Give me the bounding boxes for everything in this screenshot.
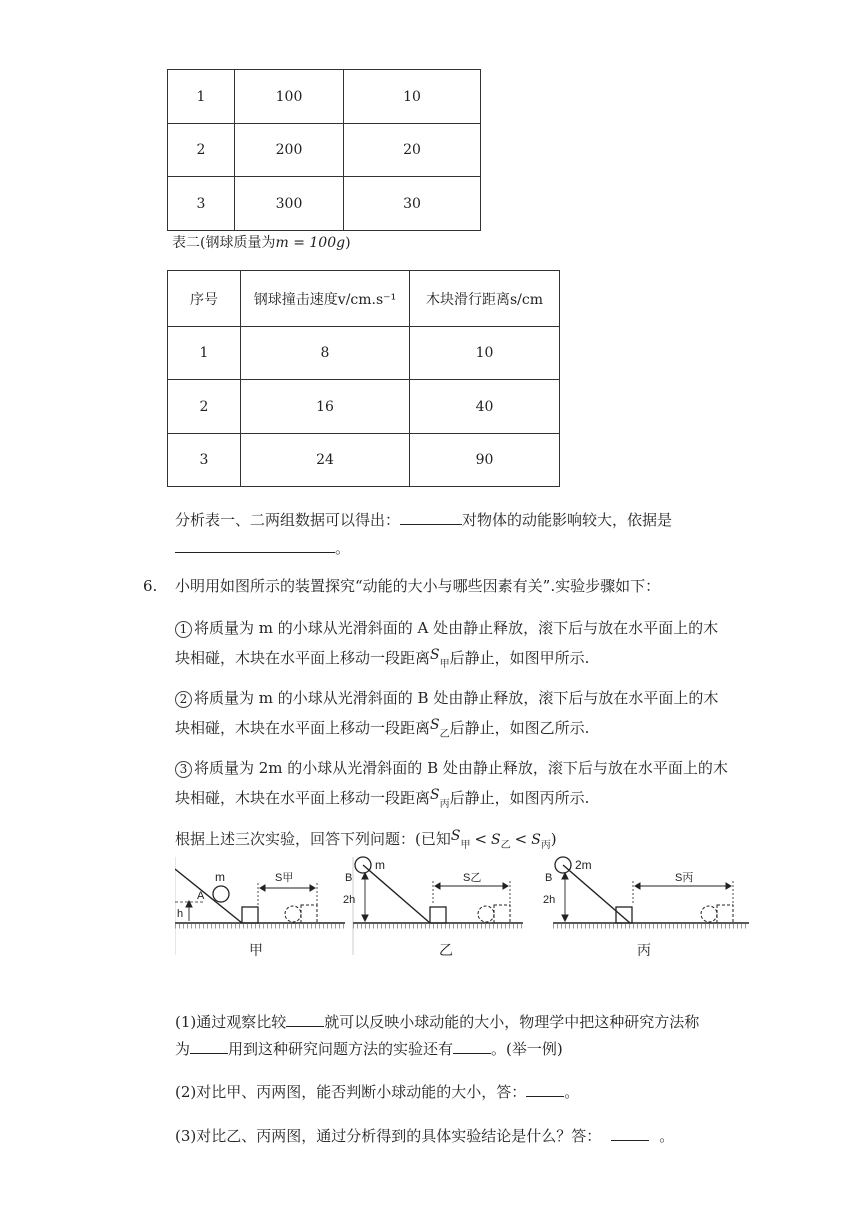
condition-line: 根据上述三次实验，回答下列问题：(已知$S_甲 < S_乙 < S_丙$) — [175, 828, 557, 851]
analysis-text: 对物体的动能影响较大，依据是 — [462, 511, 673, 529]
sub-question-text: 就可以反映小球动能的大小，物理学中把这种研究方法称 — [324, 1013, 700, 1031]
condition-text: ) — [550, 830, 557, 848]
sub-question-text: 为 — [175, 1040, 191, 1058]
step-number: 2 — [175, 691, 192, 708]
point-label: A — [197, 890, 205, 902]
table-cell: 3 — [168, 177, 235, 231]
sub-question-text: 通过观察比较 — [196, 1013, 287, 1031]
analysis-text: 。 — [335, 539, 351, 557]
table-cell: 1 — [168, 327, 241, 380]
table-cell: 10 — [344, 70, 481, 124]
distance-symbol: S — [430, 787, 440, 803]
step-3 — [175, 758, 728, 778]
answer-blank[interactable] — [526, 1080, 564, 1097]
step-text: 后静止，如图丙所示. — [449, 789, 590, 807]
distance-subscript: 丙 — [439, 799, 450, 810]
answer-blank[interactable] — [286, 1010, 324, 1027]
step-1 — [175, 618, 718, 638]
answer-blank[interactable] — [190, 1037, 228, 1054]
table-row — [168, 434, 560, 487]
analysis-line-2 — [175, 536, 350, 558]
table-cell: 90 — [410, 434, 560, 487]
height-label: 2h — [343, 894, 356, 906]
sub-question-3 — [175, 1124, 674, 1146]
table-cell: 100 — [235, 70, 344, 124]
table-row — [168, 70, 481, 124]
height-label: h — [177, 908, 184, 920]
panel-caption: 乙 — [439, 942, 453, 958]
sub-question-number: (3) — [175, 1127, 197, 1145]
step-text: 后静止，如图乙所示. — [449, 719, 590, 737]
caption-formula: m = 100g — [275, 235, 346, 251]
step-text: 将质量为 m 的小球从光滑斜面的 B 处由静止释放，滚下后与放在水平面上的木 — [194, 689, 719, 707]
figure-panel-jia — [175, 857, 345, 958]
table-cell: 2 — [168, 380, 241, 434]
table-header: 木块滑行距离s/cm — [410, 271, 560, 327]
panel-caption: 甲 — [249, 942, 263, 958]
table-row — [168, 327, 560, 380]
step-number: 3 — [175, 761, 192, 778]
sub-question-1-line-2 — [175, 1037, 563, 1059]
answer-blank[interactable] — [611, 1124, 649, 1141]
distance-subscript: 甲 — [460, 840, 471, 851]
sub-question-1 — [175, 1010, 699, 1032]
experiment-figure — [175, 855, 750, 960]
condition-text: 根据上述三次实验，回答下列问题：(已知 — [175, 830, 451, 848]
table-header: 序号 — [168, 271, 241, 327]
step-2-line-2 — [175, 715, 589, 745]
sub-question-number: (2) — [175, 1083, 197, 1101]
table-cell: 200 — [235, 124, 344, 177]
sub-question-text: 对比乙、丙两图，通过分析得到的具体实验结论是什么？答： — [196, 1127, 602, 1145]
table-cell: 3 — [168, 434, 241, 487]
distance-symbol: S — [430, 647, 440, 663]
sub-question-text: 。(举一例) — [491, 1040, 563, 1058]
analysis-line-1 — [175, 508, 672, 530]
table-row — [168, 124, 481, 177]
step-text: 将质量为 m 的小球从光滑斜面的 A 处由静止释放，滚下后与放在水平面上的木 — [194, 619, 719, 637]
step-2 — [175, 688, 718, 708]
table-2 — [167, 270, 560, 487]
step-1-line-2 — [175, 645, 589, 675]
sub-question-text: 。 — [659, 1127, 675, 1145]
figure-panel-yi — [343, 857, 523, 958]
distance-subscript: 乙 — [500, 840, 511, 851]
table-row — [168, 177, 481, 231]
step-text: 块相碰，木块在水平面上移动一段距离 — [175, 789, 431, 807]
table-cell: 2 — [168, 124, 235, 177]
sub-question-text: 对比甲、丙两图，能否判断小球动能的大小，答： — [196, 1083, 527, 1101]
point-label: B — [345, 872, 353, 884]
table-1 — [167, 69, 481, 231]
question-number: 6. — [143, 577, 158, 595]
table-cell: 1 — [168, 70, 235, 124]
question-intro: 小明用如图所示的装置探究“动能的大小与哪些因素有关”.实验步骤如下： — [175, 577, 661, 595]
sub-question-number: (1) — [175, 1013, 197, 1031]
caption-suffix: ) — [345, 235, 351, 251]
answer-blank[interactable] — [400, 508, 462, 525]
table-cell: 24 — [241, 434, 410, 487]
step-text: 将质量为 2m 的小球从光滑斜面的 B 处由静止释放，滚下后与放在水平面上的木 — [194, 759, 728, 777]
distance-label: S甲 — [275, 872, 294, 884]
sub-question-text: 。 — [564, 1083, 580, 1101]
distance-subscript: 甲 — [439, 659, 450, 670]
table-header-row — [168, 271, 560, 327]
panel-caption: 丙 — [637, 942, 651, 958]
table-cell: 20 — [344, 124, 481, 177]
table-cell: 40 — [410, 380, 560, 434]
ball-label: m — [215, 870, 225, 884]
ball-label: m — [375, 858, 385, 872]
step-number: 1 — [175, 621, 192, 638]
step-3-line-2 — [175, 785, 589, 815]
step-text: 块相碰，木块在水平面上移动一段距离 — [175, 719, 431, 737]
analysis-text: 分析表一、二两组数据可以得出： — [175, 511, 401, 529]
distance-subscript: 丙 — [540, 840, 551, 851]
height-label: 2h — [543, 894, 556, 906]
answer-blank[interactable] — [175, 536, 335, 553]
table-cell: 30 — [344, 177, 481, 231]
table-cell: 8 — [241, 327, 410, 380]
answer-blank[interactable] — [453, 1037, 491, 1054]
step-text: 后静止，如图甲所示. — [449, 649, 590, 667]
point-label: B — [545, 872, 553, 884]
table-2-caption — [172, 233, 351, 253]
distance-subscript: 乙 — [439, 729, 450, 740]
distance-label: S丙 — [675, 872, 694, 884]
distance-symbol: S — [430, 717, 440, 733]
caption-text: 表二(钢球质量为 — [172, 235, 276, 251]
distance-label: S乙 — [463, 872, 482, 884]
step-text: 块相碰，木块在水平面上移动一段距离 — [175, 649, 431, 667]
sub-question-text: 用到这种研究问题方法的实验还有 — [228, 1040, 454, 1058]
table-cell: 10 — [410, 327, 560, 380]
table-cell: 16 — [241, 380, 410, 434]
sub-question-2 — [175, 1080, 579, 1102]
table-header: 钢球撞击速度v/cm.s⁻¹ — [241, 271, 410, 327]
ball-label: 2m — [575, 858, 592, 872]
figure-panel-bing — [543, 857, 749, 958]
table-cell: 300 — [235, 177, 344, 231]
table-row — [168, 380, 560, 434]
